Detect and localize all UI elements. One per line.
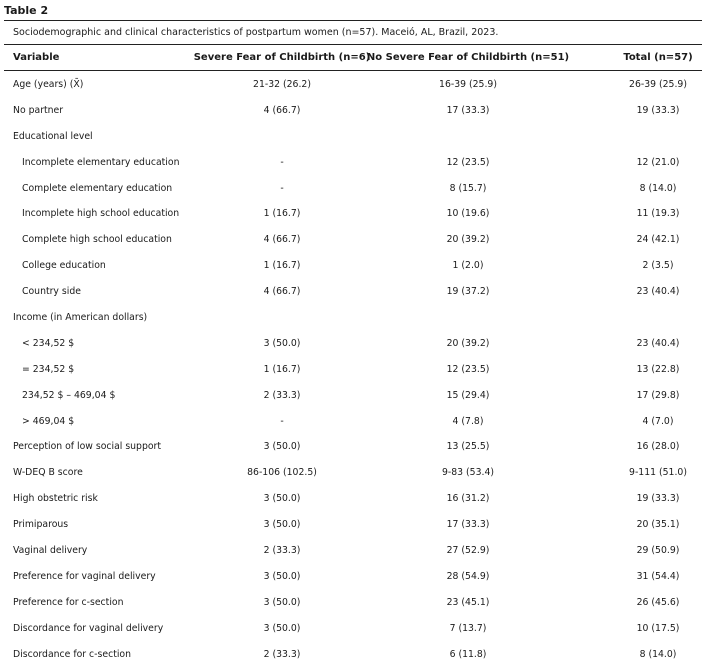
table-row	[0, 72, 706, 98]
cell-total: 19 (33.3)	[636, 493, 680, 505]
row-variable: Age (years) (X̄)	[13, 79, 84, 90]
cell-total: 23 (40.4)	[636, 337, 680, 349]
table-row	[0, 305, 706, 331]
table-row	[0, 616, 706, 642]
cell-no-severe-fear: 7 (13.7)	[449, 622, 487, 634]
cell-no-severe-fear: 19 (37.2)	[446, 286, 490, 298]
row-variable: > 469,04 $	[22, 415, 75, 427]
header-severe-fear: Severe Fear of Childbirth (n=6)	[193, 52, 371, 63]
cell-severe-fear: 3 (50.0)	[263, 596, 301, 608]
cell-total: 29 (50.9)	[636, 545, 680, 557]
row-variable: W-DEQ B score	[13, 467, 83, 479]
table-row	[0, 486, 706, 512]
row-variable: = 234,52 $	[22, 363, 75, 375]
header-no-severe-fear: No Severe Fear of Childbirth (n=51)	[366, 52, 570, 63]
cell-total: 8 (14.0)	[639, 182, 677, 194]
row-variable: Incomplete elementary education	[22, 156, 180, 168]
row-variable: Incomplete high school education	[22, 208, 180, 220]
cell-severe-fear: 4 (66.7)	[263, 234, 301, 246]
cell-severe-fear: 4 (66.7)	[263, 104, 301, 116]
row-variable: Country side	[22, 286, 81, 298]
row-variable: Income (in American dollars)	[13, 312, 148, 324]
cell-severe-fear: 3 (50.0)	[263, 337, 301, 349]
row-variable: High obstetric risk	[13, 493, 98, 505]
row-variable: No partner	[13, 104, 64, 116]
cell-total: 10 (17.5)	[636, 622, 680, 634]
table-row	[0, 564, 706, 590]
cell-severe-fear: 2 (33.3)	[263, 648, 301, 660]
cell-severe-fear: 3 (50.0)	[263, 441, 301, 453]
cell-no-severe-fear: 1 (2.0)	[452, 260, 484, 272]
table-row	[0, 357, 706, 383]
cell-severe-fear: 3 (50.0)	[263, 622, 301, 634]
cell-total: 20 (35.1)	[636, 519, 680, 531]
cell-no-severe-fear: 16 (31.2)	[446, 493, 490, 505]
table-header	[0, 45, 706, 70]
table-row	[0, 460, 706, 486]
cell-no-severe-fear: 13 (25.5)	[446, 441, 490, 453]
table-row	[0, 279, 706, 305]
cell-total: 19 (33.3)	[636, 104, 680, 116]
cell-total: 12 (21.0)	[636, 156, 680, 168]
cell-no-severe-fear: 10 (19.6)	[446, 208, 490, 220]
table-row	[0, 538, 706, 564]
row-variable: Vaginal delivery	[13, 545, 88, 557]
cell-no-severe-fear: 27 (52.9)	[446, 545, 490, 557]
row-variable: < 234,52 $	[22, 337, 75, 349]
cell-severe-fear: 2 (33.3)	[263, 545, 301, 557]
cell-no-severe-fear: 28 (54.9)	[446, 570, 490, 582]
cell-no-severe-fear: 17 (33.3)	[446, 104, 490, 116]
row-variable: Complete elementary education	[22, 182, 173, 194]
cell-severe-fear: 3 (50.0)	[263, 570, 301, 582]
cell-total: 26-39 (25.9)	[629, 79, 687, 90]
row-variable: Preference for c-section	[13, 596, 124, 608]
cell-total: 23 (40.4)	[636, 286, 680, 298]
cell-severe-fear: 21-32 (26.2)	[253, 79, 311, 90]
row-variable: College education	[22, 260, 106, 272]
cell-severe-fear: 3 (50.0)	[263, 519, 301, 531]
cell-severe-fear: -	[280, 415, 284, 427]
table-row	[0, 590, 706, 616]
table-row	[0, 227, 706, 253]
cell-no-severe-fear: 23 (45.1)	[446, 596, 490, 608]
cell-no-severe-fear: 15 (29.4)	[446, 389, 490, 401]
table-row	[0, 434, 706, 460]
cell-total: 9-111 (51.0)	[629, 467, 687, 479]
cell-severe-fear: 1 (16.7)	[263, 208, 301, 220]
cell-total: 4 (7.0)	[642, 415, 674, 427]
cell-severe-fear: -	[280, 182, 284, 194]
row-variable: Complete high school education	[22, 234, 172, 246]
table-row	[0, 150, 706, 176]
table-caption: Sociodemographic and clinical characteristics of postpartum women (n=57). Maceió, AL, Brazil, 2023.	[13, 27, 499, 38]
row-variable: Preference for vaginal delivery	[13, 570, 156, 582]
cell-no-severe-fear: 20 (39.2)	[446, 234, 490, 246]
table-row	[0, 253, 706, 279]
cell-no-severe-fear: 16-39 (25.9)	[439, 79, 497, 90]
row-variable: Perception of low social support	[13, 441, 162, 453]
table-row	[0, 409, 706, 435]
top-rule	[4, 20, 702, 21]
cell-severe-fear: 3 (50.0)	[263, 493, 301, 505]
cell-no-severe-fear: 8 (15.7)	[449, 182, 487, 194]
table-row	[0, 331, 706, 357]
cell-no-severe-fear: 6 (11.8)	[449, 648, 487, 660]
table-row	[0, 98, 706, 124]
cell-no-severe-fear: 9-83 (53.4)	[441, 467, 495, 479]
table-row	[0, 124, 706, 150]
cell-total: 31 (54.4)	[636, 570, 680, 582]
cell-no-severe-fear: 17 (33.3)	[446, 519, 490, 531]
cell-no-severe-fear: 12 (23.5)	[446, 156, 490, 168]
table-label: Table 2	[4, 4, 49, 17]
row-variable: Discordance for vaginal delivery	[13, 622, 164, 634]
cell-no-severe-fear: 20 (39.2)	[446, 337, 490, 349]
cell-severe-fear: 1 (16.7)	[263, 363, 301, 375]
cell-severe-fear: 1 (16.7)	[263, 260, 301, 272]
cell-total: 8 (14.0)	[639, 648, 677, 660]
table-row	[0, 383, 706, 409]
cell-severe-fear: 4 (66.7)	[263, 286, 301, 298]
row-variable: Primiparous	[13, 519, 69, 531]
row-variable: 234,52 $ – 469,04 $	[22, 389, 116, 401]
cell-total: 26 (45.6)	[636, 596, 680, 608]
header-variable: Variable	[13, 52, 60, 63]
cell-no-severe-fear: 4 (7.8)	[452, 415, 484, 427]
row-variable: Discordance for c-section	[13, 648, 132, 660]
cell-total: 17 (29.8)	[636, 389, 680, 401]
table-row	[0, 642, 706, 668]
cell-total: 24 (42.1)	[636, 234, 680, 246]
header-rule	[4, 70, 702, 71]
cell-severe-fear: -	[280, 156, 284, 168]
table-body	[0, 72, 706, 667]
cell-no-severe-fear: 12 (23.5)	[446, 363, 490, 375]
header-total: Total (n=57)	[623, 52, 693, 63]
cell-total: 11 (19.3)	[636, 208, 680, 220]
cell-total: 2 (3.5)	[642, 260, 674, 272]
cell-severe-fear: 86-106 (102.5)	[247, 467, 317, 479]
table-row	[0, 176, 706, 202]
cell-total: 13 (22.8)	[636, 363, 680, 375]
cell-total: 16 (28.0)	[636, 441, 680, 453]
table-row	[0, 512, 706, 538]
cell-severe-fear: 2 (33.3)	[263, 389, 301, 401]
table-row	[0, 201, 706, 227]
row-variable: Educational level	[13, 130, 93, 142]
